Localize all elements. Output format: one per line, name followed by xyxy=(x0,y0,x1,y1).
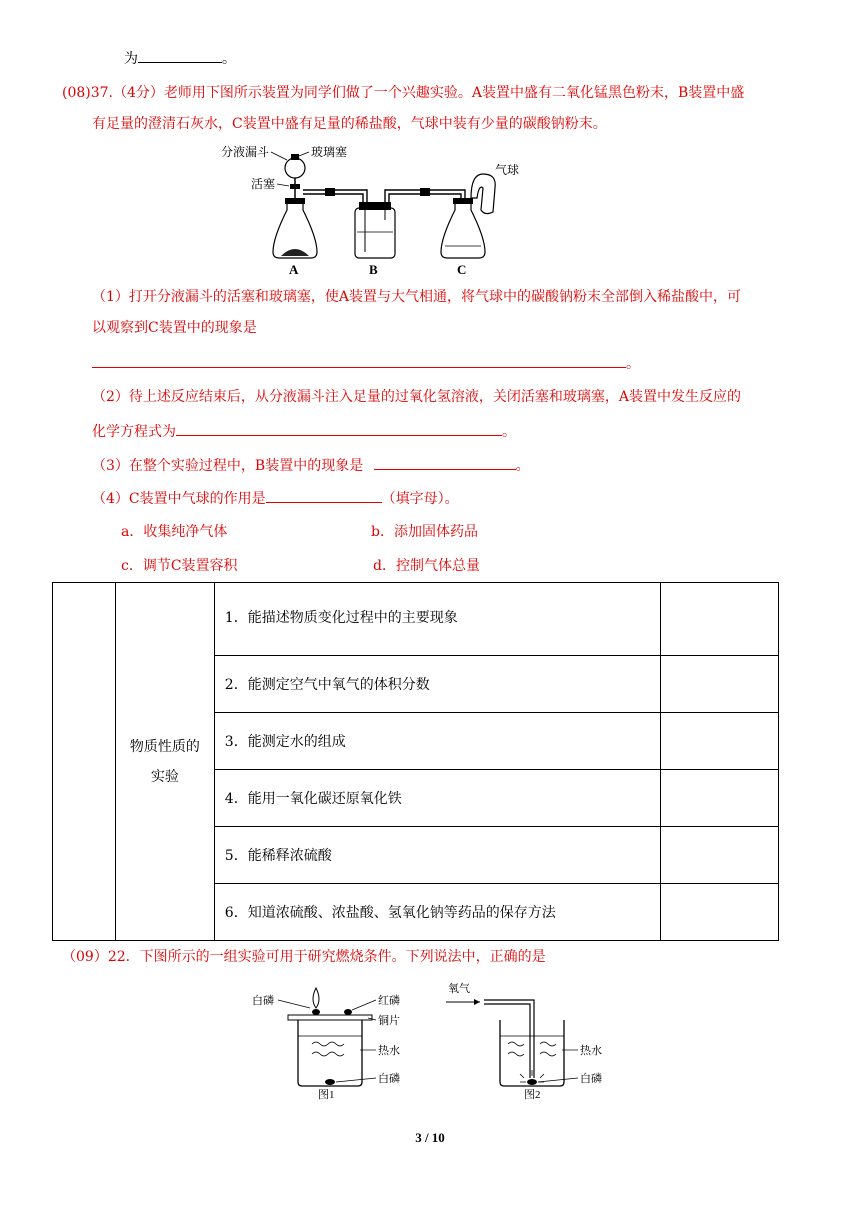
burning-figure-2 xyxy=(440,978,610,1101)
prev-answer-line xyxy=(124,48,236,69)
label-b: B xyxy=(369,262,378,277)
part4-blank xyxy=(266,488,382,503)
burning-figure-1 xyxy=(252,978,422,1101)
objective-4: 4．能用一氧化碳还原氧化铁 xyxy=(214,770,660,827)
option-a: a．收集纯净气体 xyxy=(121,524,228,540)
category-cell: 物质性质的实验 xyxy=(115,583,214,941)
q37-part2-line2: 化学方程式为 。 xyxy=(92,421,516,442)
option-b: b．添加固体药品 xyxy=(371,524,478,540)
q37-part1-line2: 以观察到C装置中的现象是 xyxy=(92,320,257,336)
empty-left-cell xyxy=(53,583,116,941)
label-white-p-top: 白磷 xyxy=(252,995,274,1007)
q37-stem-line1: (08)37.（4分）老师用下图所示装置为同学们做了一个兴趣实验。A装置中盛有二氧化锰黑色粉末，B装置中盛 xyxy=(62,85,745,101)
label-white-p-2: 白磷 xyxy=(580,1073,602,1085)
page-number: 3 / 10 xyxy=(415,1130,445,1145)
copper-sheet xyxy=(288,1015,372,1020)
caption-fig1: 图1 xyxy=(318,1089,335,1101)
caption-fig2: 图2 xyxy=(524,1089,541,1101)
label-copper: 铜片 xyxy=(378,1015,400,1027)
objective-5: 5．能稀释浓硫酸 xyxy=(214,827,660,884)
q37-stem-line2: 有足量的澄清石灰水，C装置中盛有足量的稀盐酸，气球中装有少量的碳酸钠粉末。 xyxy=(92,116,607,132)
bottle-b xyxy=(355,208,395,258)
q37-part2-line1: （2）待上述反应结束后，从分液漏斗注入足量的过氧化氢溶液，关闭活塞和玻璃塞，A装置中发生反应的 xyxy=(92,389,742,405)
part3-blank xyxy=(374,455,516,470)
objective-1-extra xyxy=(661,583,779,656)
label-hot-water-1: 热水 xyxy=(378,1045,400,1057)
part1-blank xyxy=(92,353,626,368)
prev-prefix: 为 xyxy=(124,51,138,67)
q37-part4: （4）C装置中气球的作用是 （填字母）。 xyxy=(92,488,459,509)
q37-part1-line1: （1）打开分液漏斗的活塞和玻璃塞，使A装置与大气相通，将气球中的碳酸钠粉末全部倒入稀盐酸中，可 xyxy=(92,289,742,305)
option-d: d．控制气体总量 xyxy=(373,558,480,574)
q37-part1-answer: 。 xyxy=(92,353,640,374)
prev-suffix: 。 xyxy=(222,51,236,67)
label-balloon: 气球 xyxy=(495,163,520,177)
q22-stem: （09）22．下图所示的一组实验可用于研究燃烧条件。下列说法中，正确的是 xyxy=(62,949,546,965)
funnel-bulb xyxy=(285,158,305,178)
label-red-p: 红磷 xyxy=(378,995,400,1007)
objective-6: 6．知道浓硫酸、浓盐酸、氢氧化钠等药品的保存方法 xyxy=(214,884,660,941)
glass-stopper xyxy=(291,154,299,160)
objectives-table xyxy=(52,582,779,941)
objective-3: 3．能测定水的组成 xyxy=(214,713,660,770)
objective-2: 2．能测定空气中氧气的体积分数 xyxy=(214,656,660,713)
table-row xyxy=(53,583,779,656)
label-funnel: 分液漏斗 xyxy=(221,145,270,159)
label-white-p-bottom: 白磷 xyxy=(378,1073,400,1085)
label-a: A xyxy=(289,262,299,277)
label-oxygen: 氧气 xyxy=(448,983,470,995)
red-phosphorus xyxy=(344,1009,352,1015)
q37-part3: （3）在整个实验过程中，B装置中的现象是 。 xyxy=(92,455,530,476)
part2-blank xyxy=(176,421,502,436)
beaker-1 xyxy=(298,1020,362,1086)
option-c: c．调节C装置容积 xyxy=(121,558,238,574)
objective-1: 1．能描述物质变化过程中的主要现象 xyxy=(214,583,660,656)
label-c: C xyxy=(457,262,467,277)
label-stopcock: 活塞 xyxy=(251,177,276,191)
prev-blank xyxy=(138,48,222,63)
label-stopper: 玻璃塞 xyxy=(311,145,348,159)
label-hot-water-2: 热水 xyxy=(580,1045,602,1057)
flask-c xyxy=(441,202,485,258)
stopcock xyxy=(290,184,300,189)
apparatus-figure xyxy=(215,140,520,280)
balloon xyxy=(471,174,495,214)
